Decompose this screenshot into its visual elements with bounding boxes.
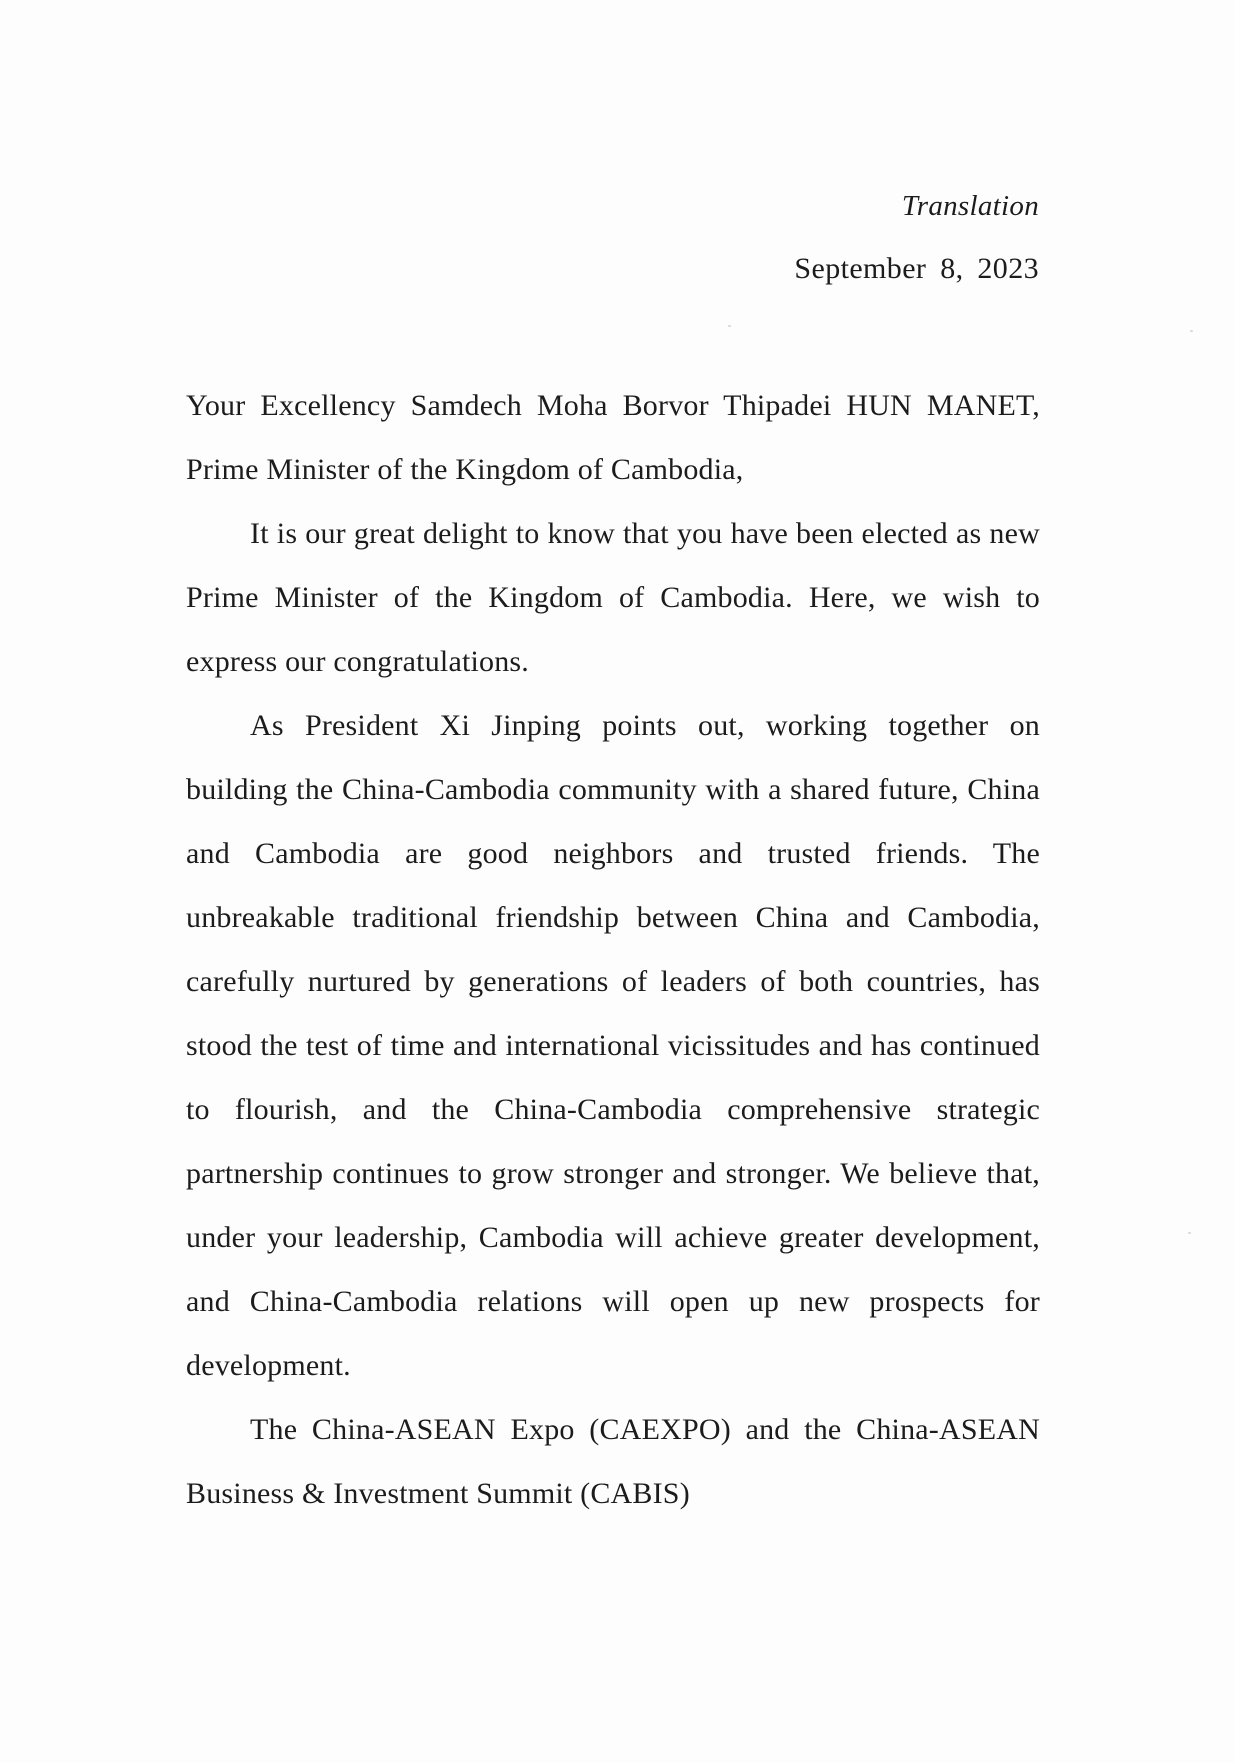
paragraph-congratulations: It is our great delight to know that you have been elected as new Prime Minister of the Kingdom of Cambodia. Here, we wish to express our congratulations. <box>186 517 1040 678</box>
translation-label: Translation <box>901 190 1039 222</box>
scan-speck <box>1190 330 1193 332</box>
scan-speck <box>1188 1232 1191 1234</box>
paragraph-friendship: As President Xi Jinping points out, working together on building the China-Cambodia community with a shared future, China and Cambodia are good neighbors and trusted friends. The unbreakable traditional friendship between China and Cambodia, carefully nurtured by generations of leaders of both countries, has stood the test of time and international vicissitudes and has continued to flourish, and the China-Cambodia comprehensive strategic partnership continues to grow stronger and stronger. We believe that, under your leadership, Cambodia will achieve greater development, and China-Cambodia relations will open up new prospects for development. <box>186 709 1040 1382</box>
letter-body <box>186 374 1040 1526</box>
salutation: Your Excellency Samdech Moha Borvor Thipadei HUN MANET, Prime Minister of the Kingdom of Cambodia, <box>186 389 1040 486</box>
scan-speck <box>728 325 731 327</box>
paragraph-caexpo: The China-ASEAN Expo (CAEXPO) and the China-ASEAN Business & Investment Summit (CABIS) <box>186 1413 1040 1510</box>
letter-date: September 8, 2023 <box>794 252 1039 285</box>
